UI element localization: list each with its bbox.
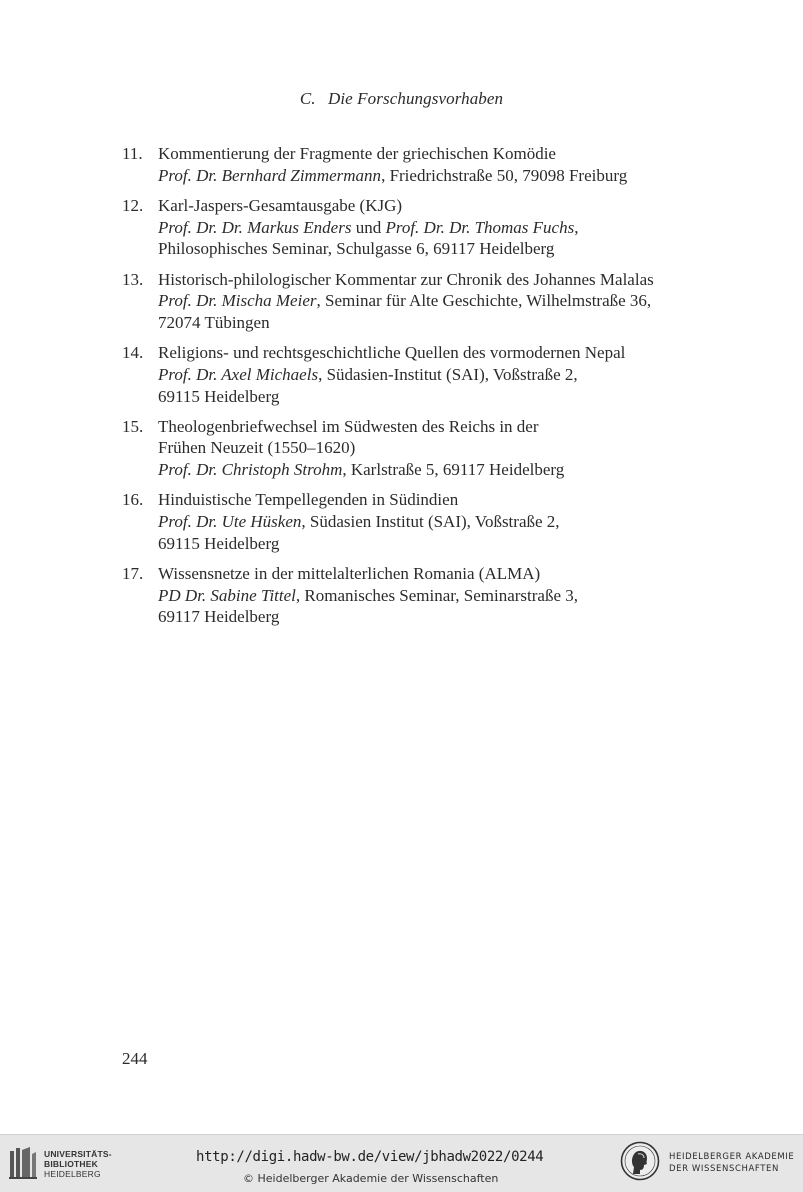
entry-address: , Friedrichstraße 50, 79098 Freiburg xyxy=(381,165,628,185)
entry-address: , Seminar für Alte Geschichte, Wilhelmstraße 36, xyxy=(316,291,652,311)
list-item xyxy=(122,269,702,334)
academy-logo-line: HEIDELBERGER AKADEMIE xyxy=(669,1152,795,1162)
footer-bar xyxy=(0,1134,803,1192)
list-item xyxy=(122,195,702,260)
library-logo-line: UNIVERSITÄTS- xyxy=(44,1149,112,1159)
academy-logo-text xyxy=(669,1151,794,1175)
library-logo-line: BIBLIOTHEK xyxy=(44,1158,98,1169)
entry-number: 16. xyxy=(122,490,144,510)
entry-address: 72074 Tübingen xyxy=(158,312,270,332)
permalink-url[interactable]: http://digi.hadw-bw.de/view/jbhadw2022/0244 xyxy=(196,1149,544,1165)
library-logo-text xyxy=(44,1150,112,1179)
list-item xyxy=(122,489,702,554)
entry-person: Prof. Dr. Bernhard Zimmermann xyxy=(158,165,382,185)
entry-title: Theologenbriefwechsel im Südwesten des Reichs in der xyxy=(158,416,539,436)
url-container xyxy=(196,1148,543,1166)
academy-seal-icon xyxy=(620,1141,660,1181)
academy-logo[interactable] xyxy=(620,1141,800,1187)
entry-address: , Romanisches Seminar, Seminarstraße 3, xyxy=(295,585,579,605)
entry-number: 15. xyxy=(122,416,144,436)
entry-person: Prof. Dr. Ute Hüsken xyxy=(158,512,302,532)
entry-address: , Südasien-Institut (SAI), Voßstraße 2, xyxy=(318,364,578,384)
list-item xyxy=(122,143,702,186)
entry-person: Prof. Dr. Axel Michaels xyxy=(158,364,319,384)
entry-title: Religions- und rechtsgeschichtliche Quellen des vormodernen Nepal xyxy=(158,343,626,363)
entry-number: 14. xyxy=(122,343,144,363)
entry-person: Prof. Dr. Dr. Markus Enders xyxy=(158,217,352,237)
entry-title: Wissensnetze in der mittelalterlichen Romania (ALMA) xyxy=(158,563,541,583)
entry-number: 13. xyxy=(122,269,144,289)
entry-person: Prof. Dr. Christoph Strohm xyxy=(158,460,343,480)
entry-comma: , xyxy=(574,217,579,237)
copyright-notice: © Heidelberger Akademie der Wissenschaften xyxy=(243,1172,499,1185)
list-item xyxy=(122,563,702,628)
entry-address: 69115 Heidelberg xyxy=(158,386,280,406)
list-item xyxy=(122,342,702,407)
entry-title: Frühen Neuzeit (1550–1620) xyxy=(158,438,356,458)
university-library-logo[interactable] xyxy=(8,1145,118,1185)
list-item xyxy=(122,416,702,481)
entry-title: Hinduistische Tempellegenden in Südindien xyxy=(158,490,459,510)
page-number: 244 xyxy=(122,1049,148,1068)
entry-address: 69115 Heidelberg xyxy=(158,533,280,553)
running-head xyxy=(0,89,803,109)
entry-person: Prof. Dr. Dr. Thomas Fuchs xyxy=(385,217,575,237)
project-list xyxy=(122,143,702,637)
entry-address: Philosophisches Seminar, Schulgasse 6, 69117 Heidelberg xyxy=(158,239,555,259)
entry-conjunction: und xyxy=(351,217,386,237)
library-books-icon xyxy=(8,1145,38,1181)
entry-address: 69117 Heidelberg xyxy=(158,607,280,627)
entry-number: 17. xyxy=(122,563,144,583)
academy-logo-line: DER WISSENSCHAFTEN xyxy=(669,1164,779,1174)
entry-person: Prof. Dr. Mischa Meier xyxy=(158,291,317,311)
entry-title: Kommentierung der Fragmente der griechischen Komödie xyxy=(158,144,556,163)
section-title: Die Forschungsvorhaben xyxy=(327,89,504,108)
entry-title: Karl-Jaspers-Gesamtausgabe (KJG) xyxy=(158,195,403,215)
entry-title: Historisch-philologischer Kommentar zur Chronik des Johannes Malalas xyxy=(158,269,654,289)
entry-person: PD Dr. Sabine Tittel xyxy=(158,585,296,605)
entry-number: 11. xyxy=(122,144,143,163)
entry-number: 12. xyxy=(122,195,144,215)
section-letter: C. xyxy=(299,89,316,108)
library-logo-line: HEIDELBERG xyxy=(44,1168,101,1179)
entry-address: , Südasien Institut (SAI), Voßstraße 2, xyxy=(301,512,560,532)
entry-address: , Karlstraße 5, 69117 Heidelberg xyxy=(342,460,565,480)
